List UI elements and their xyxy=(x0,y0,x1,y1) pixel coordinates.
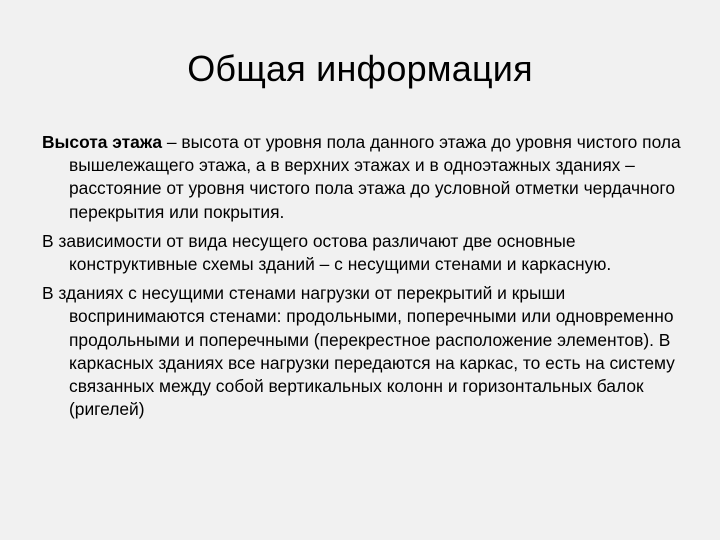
term-floor-height: Высота этажа xyxy=(42,132,163,152)
paragraph-floor-height xyxy=(42,131,682,224)
paragraph-load-bearing: В зданиях с несущими стенами нагрузки от перекрытий и крыши воспринимаются стенами: продольными, поперечными или одновременно продольными и поперечными (перекрестное расположение элементов). В каркасных зданиях все нагрузки передаются на каркас, то есть на систему связанных между собой вертикальных колонн и горизонтальных балок (ригелей) xyxy=(42,283,675,420)
definition-floor-height: – высота от уровня пола данного этажа до уровня чистого пола вышележащего этажа, а в верхних этажах и в одноэтажных зданиях – расстояние от уровня чистого пола этажа до условной отметки чердачного перекрытия или покрытия. xyxy=(69,132,681,222)
slide-body xyxy=(42,131,682,427)
slide-title: Общая информация xyxy=(187,48,533,89)
paragraph-structural-schemes: В зависимости от вида несущего остова различают две основные конструктивные схемы зданий – с несущими стенами и каркасную. xyxy=(42,230,612,275)
